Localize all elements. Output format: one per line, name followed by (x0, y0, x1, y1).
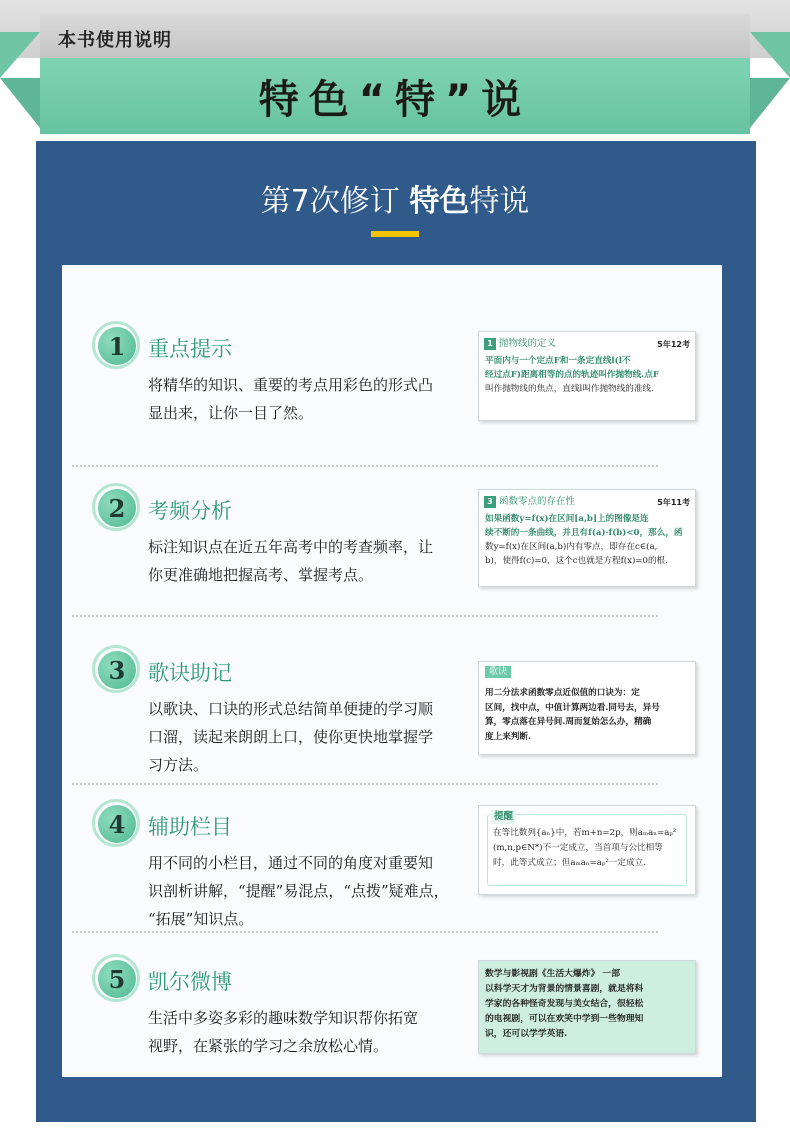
thumb-line: (m,n,p∈N*)不一定成立，当首项与公比相等 (493, 843, 663, 853)
desc-line: 用不同的小栏目，通过不同的角度对重要知 (148, 854, 434, 872)
thumb-line: 算，零点落在异号间.周而复始怎么办，精确 (485, 717, 652, 727)
feature-section-1 (62, 327, 722, 477)
panel-title-suffix: 特说 (469, 184, 530, 219)
thumb-line: 在等比数列{aₙ}中，若m+n=2p，则aₘaₙ=aₚ² (493, 828, 677, 838)
desc-line: 视野，在紧张的学习之余放松心情。 (148, 1037, 389, 1055)
thumbnail-header (484, 495, 690, 509)
section-description (148, 695, 468, 779)
divider (72, 783, 658, 785)
thumb-line: 叫作抛物线的焦点，直线l叫作抛物线的准线. (485, 384, 654, 394)
thumbnail-badge: 3 (484, 496, 496, 508)
thumb-line: 经过点F)距离相等的点的轨迹叫作抛物线.点F (485, 370, 659, 380)
desc-line: 识剖析讲解，“提醒”易混点，“点拨”疑难点， (148, 882, 449, 900)
ribbon-fold-right-bottom (750, 78, 790, 128)
thumbnail-label: 提醒 (491, 810, 516, 824)
desc-line: 显出来，让你一目了然。 (148, 404, 314, 422)
thumbnail-body (485, 512, 689, 568)
thumb-line: 识，还可以学学英语. (485, 1029, 568, 1039)
section-number: 2 (98, 489, 136, 527)
header-label: 本书使用说明 (58, 30, 172, 51)
section-number: 1 (98, 327, 136, 365)
section-title: 考频分析 (148, 499, 232, 523)
panel-title (0, 176, 790, 220)
thumbnail-badge: 1 (484, 338, 496, 350)
section-number: 4 (98, 805, 136, 843)
thumb-line: 以科学天才为背景的情景喜剧，就是将科 (485, 984, 644, 994)
desc-line: 生活中多姿多彩的趣味数学知识帮你拓宽 (148, 1009, 419, 1027)
desc-line: 以歌诀、口诀的形式总结简单便捷的学习顺 (148, 700, 434, 718)
feature-section-3 (62, 651, 722, 801)
thumbnail-label: 歌诀 (485, 666, 511, 678)
section-title: 凯尔微博 (148, 970, 232, 994)
frequency-tag: 5年12考 (657, 340, 690, 349)
thumb-line: 的电视剧，可以在欢笑中学到一些物理知 (485, 1014, 644, 1024)
section-title: 辅助栏目 (148, 815, 232, 839)
thumb-line: b)，使得f(c)=0，这个c也就是方程f(x)=0的根. (485, 556, 668, 566)
desc-line: “拓展”知识点。 (148, 910, 254, 928)
title-underline (371, 231, 419, 237)
section-number: 5 (98, 960, 136, 998)
section-description (148, 849, 468, 933)
thumb-line: 学家的各种怪奇发现与美女结合，很轻松 (485, 999, 644, 1009)
desc-line: 你更准确地把握高考、掌握考点。 (148, 566, 374, 584)
frequency-tag: 5年11考 (657, 498, 690, 507)
ribbon-fold-right-top (750, 32, 790, 78)
ribbon-fold-left-bottom (0, 78, 40, 128)
example-thumbnail (478, 489, 696, 587)
example-thumbnail (478, 805, 696, 895)
thumbnail-title: 函数零点的存在性 (499, 496, 576, 507)
thumbnail-body (493, 826, 689, 871)
feature-section-5 (62, 960, 722, 1110)
panel-title-prefix: 第7次修订 (260, 184, 400, 219)
divider (72, 615, 658, 617)
desc-line: 口溜，读起来朗朗上口，使你更快地掌握学 (148, 728, 434, 746)
divider (72, 931, 658, 933)
section-description (148, 1004, 468, 1060)
thumbnail-body (485, 967, 689, 1042)
thumb-line: 度上来判断. (485, 731, 531, 742)
thumbnail-body (485, 354, 689, 396)
panel-title-bold: 特色 (409, 184, 470, 219)
thumb-line: 续不断的一条曲线，并且有f(a)·f(b)<0，那么，函 (485, 528, 683, 538)
desc-line: 习方法。 (148, 756, 209, 774)
thumb-line: 平面内与一个定点F和一条定直线l(l不 (485, 356, 631, 366)
thumb-line: 数y=f(x)在区间(a,b)内有零点，即存在c∈(a, (485, 542, 658, 552)
example-thumbnail (478, 661, 696, 755)
desc-line: 标注知识点在近五年高考中的考查频率，让 (148, 538, 434, 556)
thumbnail-body (485, 686, 689, 744)
thumb-line: 区间，找中点，中值计算两边看.同号去，异号 (485, 702, 660, 713)
banner-title: 特色“特”说 (258, 76, 532, 123)
thumb-line: 如果函数y=f(x)在区间[a,b]上的图像是连 (485, 514, 649, 524)
thumb-line: 时，此等式成立；但aₘaₙ=aₚ²一定成立. (493, 858, 646, 868)
section-description (148, 533, 468, 589)
ribbon-fold-left-top (0, 32, 40, 78)
section-title: 重点提示 (148, 337, 232, 361)
section-title: 歌诀助记 (148, 661, 232, 685)
section-number: 3 (98, 651, 136, 689)
thumb-line: 用二分法求函数零点近似值的口诀为：定 (485, 688, 640, 698)
thumbnail-header (484, 337, 690, 351)
desc-line: 将精华的知识、重要的考点用彩色的形式凸 (148, 376, 434, 394)
example-thumbnail (478, 331, 696, 421)
example-thumbnail (478, 960, 696, 1054)
thumb-line: 数学与影视剧《生活大爆炸》 一部 (485, 969, 621, 979)
divider (72, 465, 658, 467)
section-description (148, 371, 468, 427)
thumbnail-title: 抛物线的定义 (499, 338, 557, 349)
